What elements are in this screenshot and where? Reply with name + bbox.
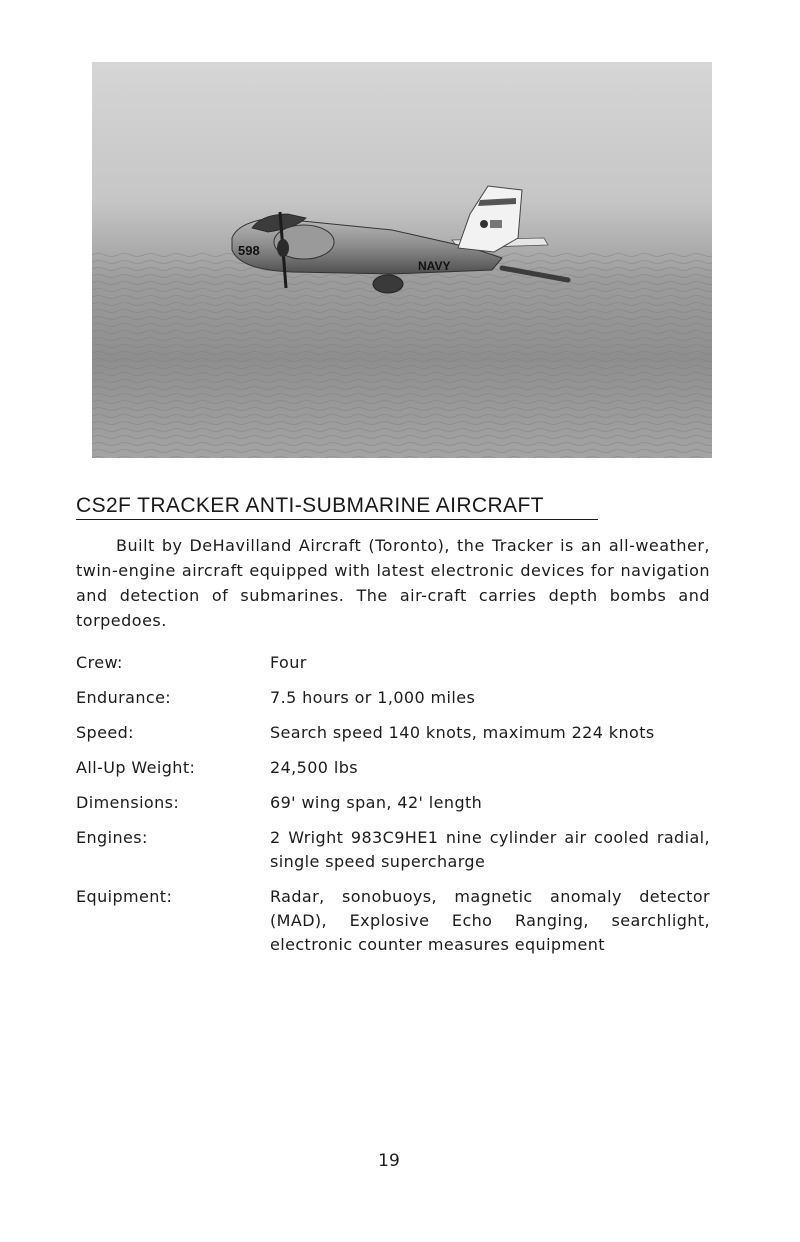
spec-label: Crew:	[76, 653, 123, 672]
spec-value: Radar, sonobuoys, magnetic anomaly detector (MAD), Explosive Echo Ranging, searchlight, electronic counter measures equipment	[270, 887, 710, 954]
spec-value: 24,500 lbs	[270, 758, 359, 777]
spec-label: Speed:	[76, 723, 134, 742]
spec-value: Search speed 140 knots, maximum 224 knots	[270, 723, 655, 742]
spec-value: 7.5 hours or 1,000 miles	[270, 688, 476, 707]
intro-paragraph: Built by DeHavilland Aircraft (Toronto), the Tracker is an all-weather, twin-engine aircraft equipped with latest electronic devices for navigation and detection of submarines. The air-craft carries depth bombs and torpedoes.	[76, 536, 710, 630]
page-number: 19	[378, 1151, 400, 1171]
spec-label: Equipment:	[76, 887, 173, 906]
aircraft-photo	[92, 62, 712, 458]
spec-label: Dimensions:	[76, 793, 180, 812]
hull-number: 598	[238, 243, 260, 258]
spec-label: Endurance:	[76, 688, 172, 707]
spec-label: Engines:	[76, 828, 148, 847]
aircraft-photo-drawing	[92, 62, 712, 458]
spec-value: Four	[270, 653, 307, 672]
section-heading: CS2F TRACKER ANTI-SUBMARINE AIRCRAFT	[76, 494, 544, 517]
heading-underline	[76, 519, 598, 520]
spec-value: 69' wing span, 42' length	[270, 793, 483, 812]
spec-label: All-Up Weight:	[76, 758, 196, 777]
spec-value: 2 Wright 983C9HE1 nine cylinder air cooled radial, single speed supercharge	[270, 828, 710, 871]
navy-marking: NAVY	[418, 259, 451, 273]
